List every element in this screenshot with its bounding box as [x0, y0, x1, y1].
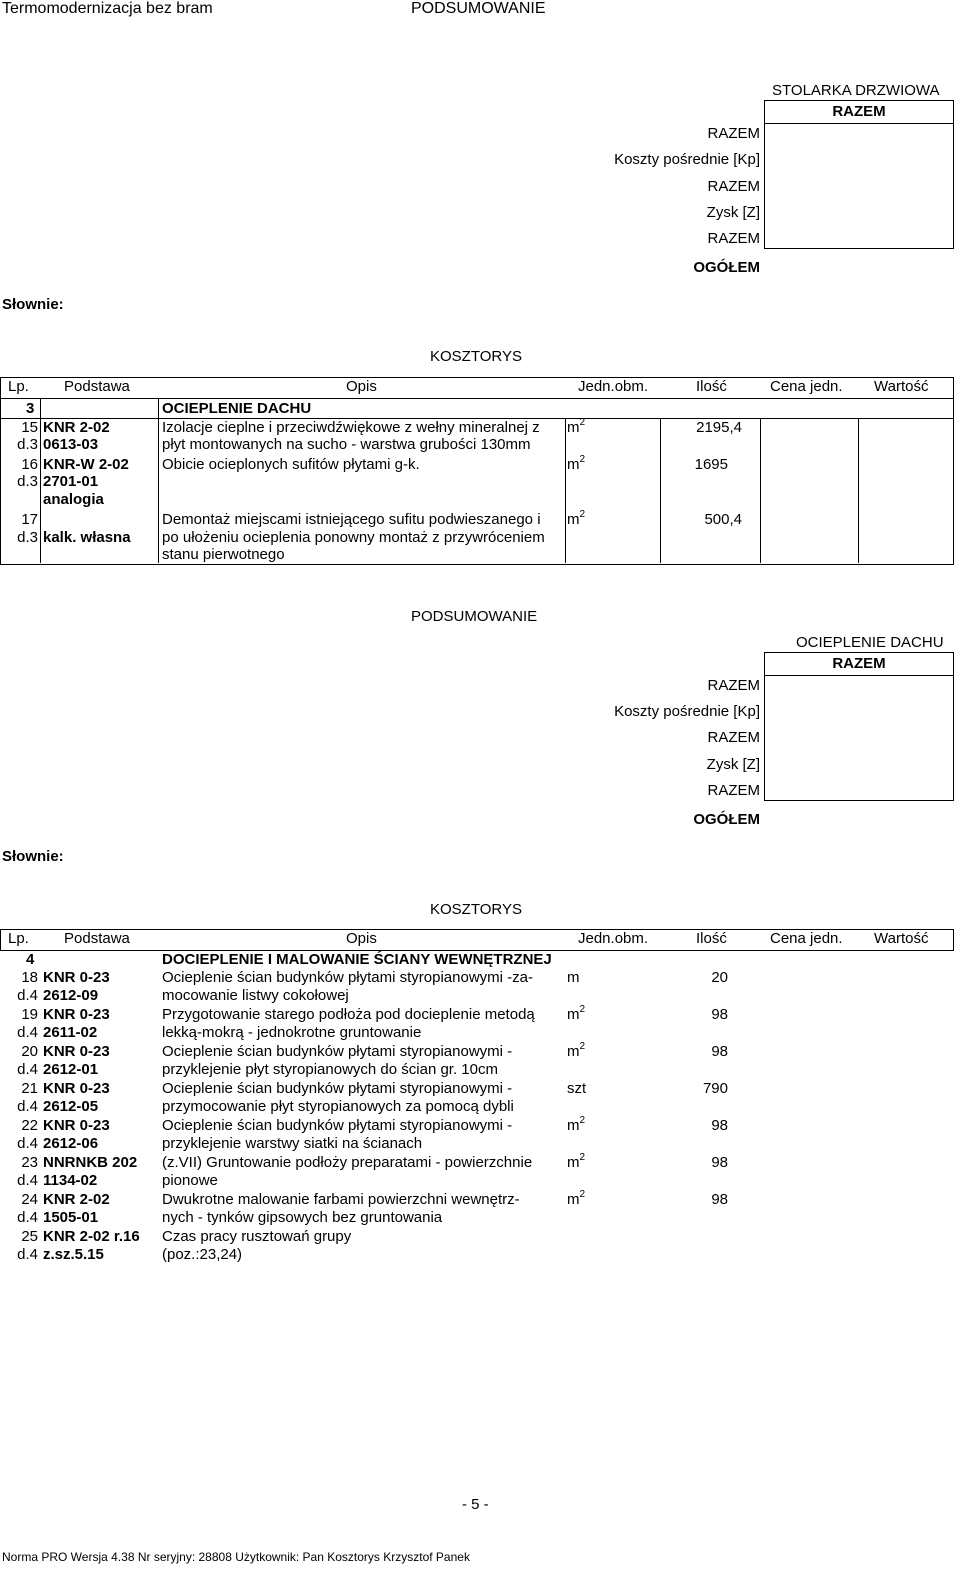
row-opis: Ocieplenie ścian budynków płytami styropianowymi - [162, 1080, 513, 1097]
col-podstawa: Podstawa [64, 930, 130, 947]
table1-grid [40, 398, 41, 563]
row-lp: 25 [21, 1228, 38, 1245]
col-cena: Cena jedn. [770, 930, 843, 947]
row-lp: 19 [21, 1006, 38, 1023]
row-podstawa: KNR 0-23 [43, 1117, 110, 1134]
col-wartosc: Wartość [874, 930, 929, 947]
row-lp-d: d.4 [17, 1208, 38, 1226]
row-opis: Ocieplenie ścian budynków płytami styropianowymi -za- [162, 969, 533, 986]
table1-grid [0, 398, 953, 399]
row-ilosc: 98 [711, 1043, 728, 1060]
row-opis: po ułożeniu ocieplenia ponowny montaż z przywróceniem [162, 529, 545, 546]
row-opis: przyklejenie warstwy siatki na ścianach [162, 1134, 423, 1152]
summary1-line-zysk: Zysk [Z] [706, 204, 760, 221]
row-lp: 23 [21, 1154, 38, 1171]
row-lp: 21 [21, 1080, 38, 1097]
table1-grid [158, 398, 159, 563]
row-opis: (poz.:23,24) [162, 1245, 243, 1263]
col-jedn: Jedn.obm. [578, 378, 649, 395]
row-jedn: $m^2$ [567, 454, 586, 473]
row-podstawa: KNR 0-23 [43, 969, 110, 986]
row-ilosc: 20 [711, 969, 728, 986]
summary2-line-kp: Koszty pośrednie [Kp] [614, 703, 760, 720]
row-jedn: $m^2$ [567, 417, 586, 436]
summary1-line-kp: Koszty pośrednie [Kp] [614, 151, 760, 168]
row-opis: mocowanie listwy cokołowej [162, 986, 349, 1004]
document-title: Termomodernizacja bez bram [2, 0, 213, 17]
table1-section-no: 3 [26, 400, 35, 417]
col-opis: Opis [346, 930, 377, 947]
table1-grid [565, 418, 566, 563]
table1-section-name: OCIEPLENIE DACHU [162, 400, 312, 417]
row-lp: 18 [21, 969, 38, 986]
row-lp-d: d.3 [17, 473, 38, 490]
summary2-slownie: Słownie: [2, 848, 64, 865]
row-opis: Izolacje cieplne i przeciwdźwiękowe z wełny mineralnej z [162, 419, 540, 436]
row-lp: 24 [21, 1191, 38, 1208]
row-opis: stanu pierwotnego [162, 546, 285, 563]
row-opis: nych - tynków gipsowych bez gruntowania [162, 1208, 443, 1226]
kosztorys-title: KOSZTORYS [430, 348, 522, 365]
row-opis: lekką-mokrą - jednokrotne gruntowanie [162, 1023, 422, 1041]
row-podstawa: 2612-09 [43, 986, 99, 1004]
summary2-col-head: RAZEM [832, 655, 886, 672]
row-podstawa: NNRNKB 202 [43, 1154, 138, 1171]
col-lp: Lp. [8, 378, 29, 395]
row-opis: płyt montowanych na sucho - warstwa grubości 130mm [162, 436, 531, 453]
row-lp-d: d.4 [17, 1060, 38, 1078]
row-opis: Demontaż miejscami istniejącego sufitu podwieszanego i [162, 511, 541, 528]
row-ilosc: 1695 [694, 456, 728, 473]
row-podstawa: KNR 0-23 [43, 1043, 110, 1060]
row-podstawa: z.sz.5.15 [43, 1245, 104, 1263]
row-opis: Dwukrotne malowanie farbami powierzchni wewnętrz- [162, 1191, 520, 1208]
row-opis: pionowe [162, 1171, 218, 1189]
row-lp-d: d.4 [17, 1134, 38, 1152]
row-jedn: $m^2$ [567, 1041, 586, 1060]
row-podstawa: 1505-01 [43, 1208, 99, 1226]
col-lp: Lp. [8, 930, 29, 947]
row-podstawa: 2612-01 [43, 1060, 99, 1078]
summary2-line-razem: RAZEM [707, 782, 760, 799]
row-podstawa: KNR 2-02 r.16 [43, 1228, 140, 1245]
row-jedn: m [567, 969, 580, 986]
row-podstawa: KNR-W 2-02 [43, 456, 129, 473]
row-lp-d: d.3 [17, 529, 38, 546]
table2-section-name: DOCIEPLENIE I MALOWANIE ŚCIANY WEWNĘTRZNEJ [162, 951, 552, 968]
row-lp-d: d.4 [17, 1245, 38, 1263]
summary1-slownie: Słownie: [2, 296, 64, 313]
col-opis: Opis [346, 378, 377, 395]
row-lp: 20 [21, 1043, 38, 1060]
row-ilosc: 98 [711, 1191, 728, 1208]
summary1-line-razem: RAZEM [707, 125, 760, 142]
row-opis: Obicie ocieplonych sufitów płytami g-k. [162, 456, 420, 473]
row-opis: Ocieplenie ścian budynków płytami styropianowymi - [162, 1117, 513, 1134]
col-ilosc: Ilość [696, 930, 727, 947]
summary1-total: OGÓŁEM [693, 259, 760, 276]
row-lp: 22 [21, 1117, 38, 1134]
row-podstawa: kalk. własna [43, 529, 131, 546]
row-ilosc: 500,4 [704, 511, 742, 528]
col-wartosc: Wartość [874, 378, 929, 395]
summary2-line-razem: RAZEM [707, 729, 760, 746]
summary1-divider [764, 123, 953, 124]
row-jedn: $m^2$ [567, 1115, 586, 1134]
summary2-line-razem: RAZEM [707, 677, 760, 694]
row-lp-d: d.4 [17, 1171, 38, 1189]
summary2-divider [764, 675, 953, 676]
row-jedn: $m^2$ [567, 1189, 586, 1208]
summary1-section-name: STOLARKA DRZWIOWA [772, 82, 940, 99]
row-jedn: $m^2$ [567, 1152, 586, 1171]
row-podstawa: KNR 2-02 [43, 1191, 110, 1208]
row-lp: 15 [21, 419, 38, 436]
table1-grid [760, 418, 761, 563]
col-ilosc: Ilość [696, 378, 727, 395]
summary2-section-name: OCIEPLENIE DACHU [796, 634, 944, 651]
row-podstawa: 0613-03 [43, 436, 99, 453]
summary2-line-zysk: Zysk [Z] [706, 756, 760, 773]
header-section-title: PODSUMOWANIE [411, 0, 546, 17]
footer-text: Norma PRO Wersja 4.38 Nr seryjny: 28808 Użytkownik: Pan Kosztorys Krzysztof Panek [2, 1550, 470, 1564]
row-ilosc: 98 [711, 1006, 728, 1023]
table2-header-frame [0, 929, 954, 951]
row-ilosc: 790 [702, 1080, 728, 1097]
row-ilosc: 98 [711, 1117, 728, 1134]
row-podstawa: KNR 0-23 [43, 1006, 110, 1023]
table2-section-no: 4 [26, 951, 35, 968]
row-opis: Przygotowanie starego podłoża pod docieplenie metodą [162, 1006, 535, 1023]
row-podstawa: 1134-02 [43, 1171, 98, 1189]
col-cena: Cena jedn. [770, 378, 843, 395]
row-podstawa: 2701-01 [43, 473, 99, 490]
row-jedn: szt [567, 1080, 587, 1097]
row-opis: Czas pracy rusztowań grupy [162, 1228, 352, 1245]
row-lp: 16 [21, 456, 38, 473]
row-jedn: $m^2$ [567, 509, 586, 528]
row-podstawa: 2611-02 [43, 1023, 98, 1041]
col-jedn: Jedn.obm. [578, 930, 649, 947]
kosztorys-title: KOSZTORYS [430, 901, 522, 918]
row-lp: 17 [21, 511, 38, 528]
row-opis: Ocieplenie ścian budynków płytami styropianowymi - [162, 1043, 513, 1060]
table1-grid [858, 418, 859, 563]
page-number: - 5 - [462, 1496, 489, 1513]
row-opis: (z.VII) Gruntowanie podłoży preparatami - powierzchnie [162, 1154, 533, 1171]
row-jedn: $m^2$ [567, 1004, 586, 1023]
row-opis: przymocowanie płyt styropianowych za pomocą dybli [162, 1097, 514, 1115]
row-ilosc: 2195,4 [696, 419, 742, 436]
row-lp-d: d.4 [17, 1023, 38, 1041]
summary1-col-head: RAZEM [832, 103, 886, 120]
row-lp-d: d.4 [17, 1097, 38, 1115]
podsumowanie-title: PODSUMOWANIE [411, 608, 538, 625]
col-podstawa: Podstawa [64, 378, 130, 395]
summary1-line-razem: RAZEM [707, 178, 760, 195]
row-lp-d: d.3 [17, 436, 38, 453]
row-opis: przyklejenie płyt styropianowych do ścian gr. 10cm [162, 1060, 498, 1078]
row-podstawa: 2612-06 [43, 1134, 99, 1152]
summary1-line-razem: RAZEM [707, 230, 760, 247]
summary2-total: OGÓŁEM [693, 811, 760, 828]
table1-grid [660, 418, 661, 563]
row-podstawa: KNR 2-02 [43, 419, 110, 436]
row-podstawa: 2612-05 [43, 1097, 99, 1115]
row-ilosc: 98 [711, 1154, 728, 1171]
row-lp-d: d.4 [17, 986, 38, 1004]
row-podstawa: KNR 0-23 [43, 1080, 110, 1097]
row-podstawa: analogia [43, 491, 104, 508]
